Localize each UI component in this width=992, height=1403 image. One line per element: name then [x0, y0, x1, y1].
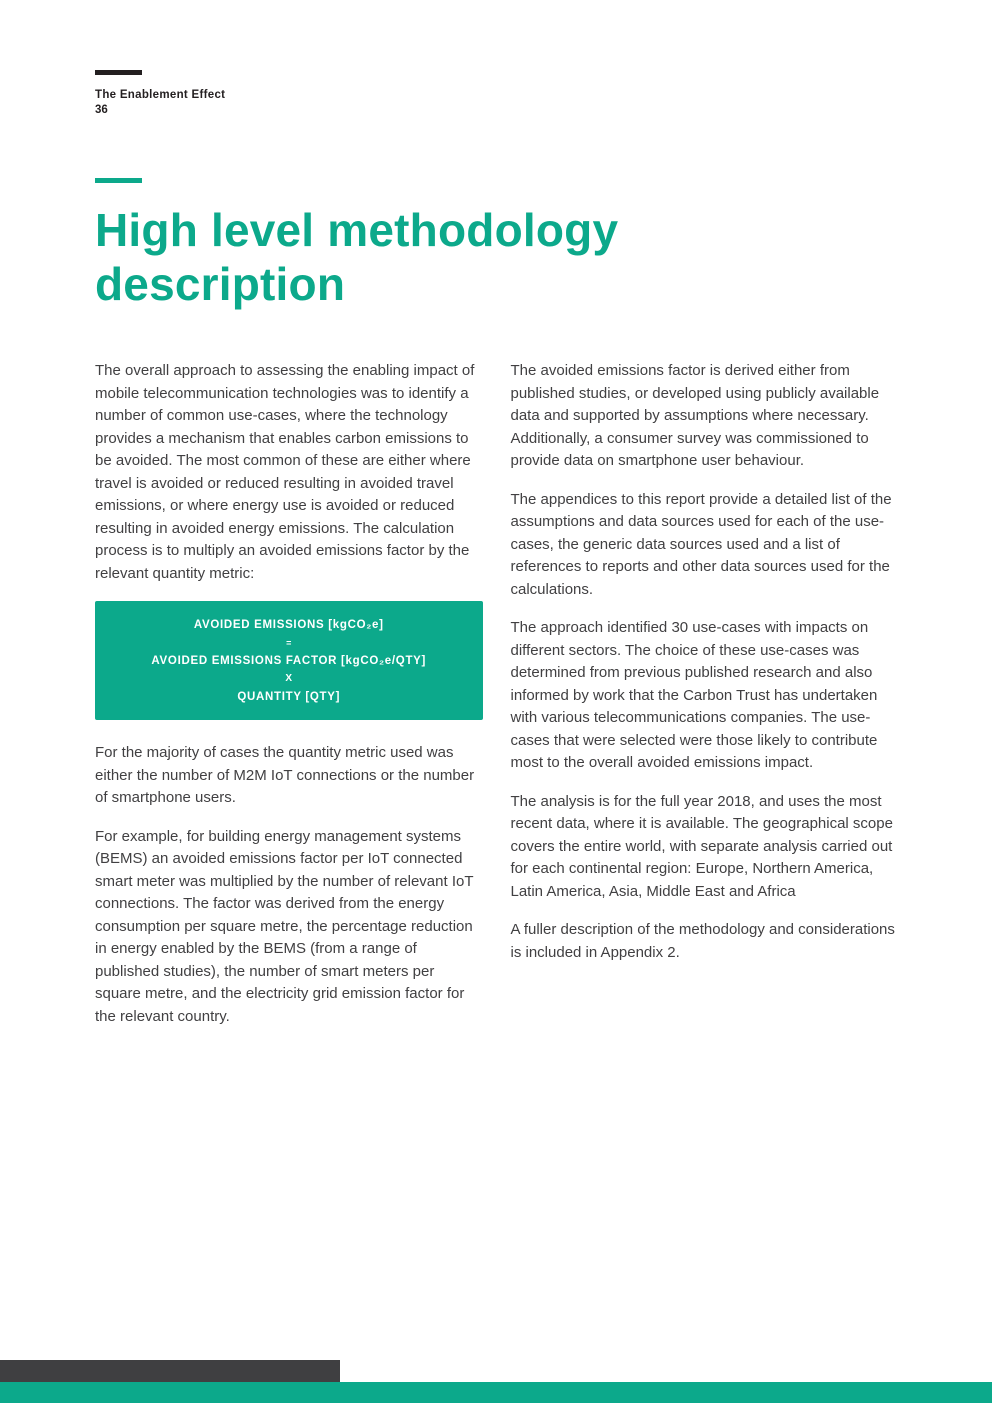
paragraph-intro: The overall approach to assessing the enabling impact of mobile telecommunication technologies was to identify a number of common use-cases, where the technology provides a mechanism that enables carbon emissions to be avoided. The most common of these are either where travel is avoided or reduced resulting in avoided travel emissions, or where energy use is avoided or reduced resulting in avoided energy emissions. The calculation process is to multiply an avoided emissions factor by the relevant quantity metric: — [95, 362, 475, 582]
page-title-line2: description — [95, 258, 346, 310]
formula-factor: AVOIDED EMISSIONS FACTOR [kgCO₂e/QTY] — [151, 655, 427, 667]
footer-dark-bar — [0, 1360, 340, 1382]
formula-quantity: QUANTITY [QTY] — [237, 691, 341, 703]
paragraph-analysis-scope: The analysis is for the full year 2018, and uses the most recent data, where it is available. The geographical scope covers the entire world, with separate analysis carried out for each continental region: Europe, Northern America, Latin America, Asia, Middle East and Africa — [510, 792, 893, 900]
formula-multiply-sign: X — [285, 673, 293, 684]
paragraph-use-cases: The approach identified 30 use-cases with impacts on different sectors. The choice of these use-cases was determined from previous published research and also informed by work that the Carbon Trust has undertaken with various telecommunications companies. The use-cases that were selected were those likely to contribute most to the overall avoided emissions impact. — [510, 619, 878, 771]
paragraph-appendix-reference: A fuller description of the methodology and considerations is included in Appendix 2. — [510, 921, 895, 961]
formula-equals-sign: = — [286, 638, 292, 648]
paragraph-bems-example: For example, for building energy management systems (BEMS) an avoided emissions factor per IoT connected smart meter was multiplied by the number of relevant IoT connections. The factor was derived from the energy consumption per square metre, the percentage reduction in energy enabled by the BEMS (from a range of published studies), the number of smart meters per square metre, and the electricity grid emission factor for the relevant country. — [95, 827, 474, 1025]
paragraph-emissions-factor: The avoided emissions factor is derived either from published studies, or developed using publicly available data and supported by assumptions where necessary. Additionally, a consumer survey was commissioned to provide data on smartphone user behaviour. — [510, 362, 880, 469]
report-title: The Enablement Effect — [95, 89, 226, 101]
page-header — [95, 70, 225, 116]
formula-result: AVOIDED EMISSIONS [kgCO₂e] — [193, 619, 384, 631]
paragraph-quantity-metric: For the majority of cases the quantity metric used was either the number of M2M IoT connections or the number of smartphone users. — [95, 744, 475, 806]
page-title-line1: High level methodology — [95, 204, 619, 256]
body-columns — [95, 360, 898, 1044]
left-column — [95, 360, 483, 1044]
title-dash — [95, 178, 142, 183]
page-number: 36 — [95, 104, 108, 116]
header-dash — [95, 70, 142, 75]
page-title — [95, 203, 895, 311]
title-block — [95, 178, 895, 311]
formula-box — [95, 601, 483, 720]
right-column — [511, 360, 899, 1044]
footer-teal-bar — [0, 1382, 992, 1403]
paragraph-appendices: The appendices to this report provide a detailed list of the assumptions and data sources used for each of the use-cases, the generic data sources used and a list of references to reports and other data sources used for the calculations. — [510, 490, 892, 598]
